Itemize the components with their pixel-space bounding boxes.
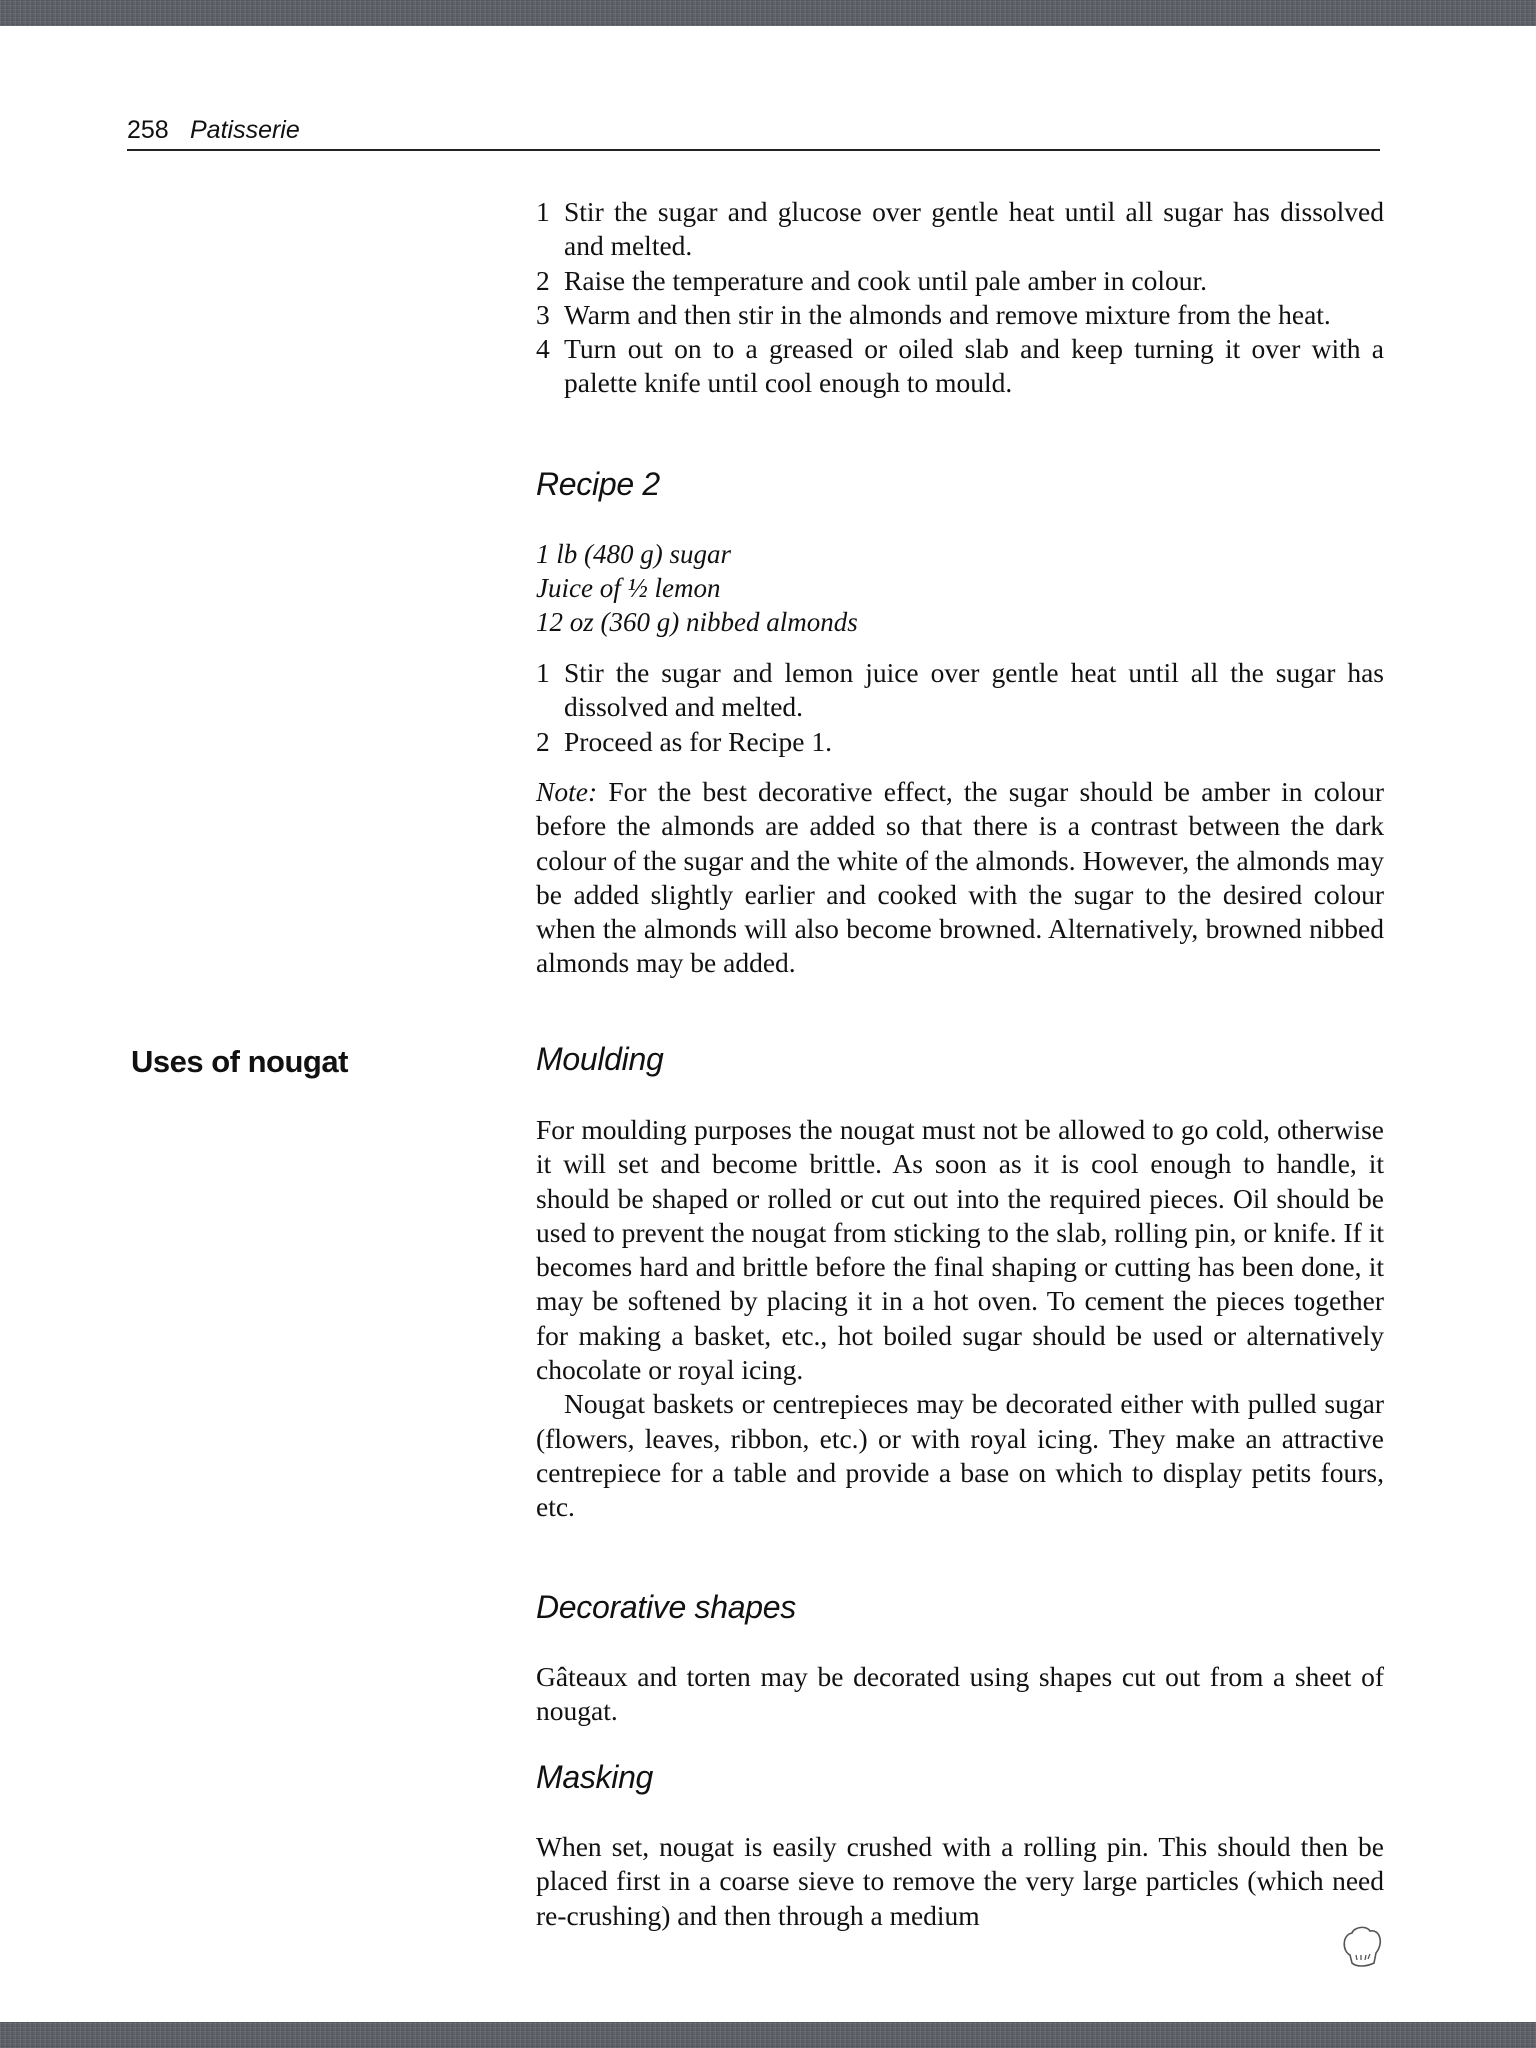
list-item: 1 Stir the sugar and lemon juice over gentle heat until all the sugar has dissolved and melted. (536, 657, 1384, 723)
paragraph: For moulding purposes the nougat must not be allowed to go cold, otherwise it will set and become brittle. As soon as it is cool enough to handle, it should be shaped or rolled or cut out into the required pieces. Oil should be used to prevent the nougat from sticking to the slab, rolling pin, or knife. If it becomes hard and brittle before the final shaping or cutting has been done, it may be softened by placing it in a hot oven. To cement the pieces together for making a basket, etc., hot boiled sugar should be used or alternatively chocolate or royal icing. (536, 1114, 1384, 1386)
running-header (127, 116, 300, 145)
decorative-shapes-heading: Decorative shapes (536, 1589, 796, 1625)
note-text: For the best decorative effect, the sugar should be amber in colour before the almonds are added so that there is a contrast between the dark colour of the sugar and the white of the almonds. However, the almonds may be added slightly earlier and cooked with the sugar to the desired colour when the almonds will also become browned. Alternatively, browned nibbed almonds may be added. (536, 776, 1384, 979)
reader-bottom-bar (0, 2022, 1536, 2048)
list-item: 2 Raise the temperature and cook until pale amber in colour. (536, 264, 1207, 296)
moulding-heading: Moulding (536, 1041, 664, 1077)
recipe2-note (536, 775, 1384, 981)
paragraph: Gâteaux and torten may be decorated using shapes cut out from a sheet of nougat. (536, 1661, 1384, 1727)
decorative-shapes-body (536, 1660, 1384, 1729)
list-item: 2 Proceed as for Recipe 1. (536, 725, 833, 757)
section-heading: Uses of nougat (131, 1044, 348, 1079)
recipe2-method (536, 656, 1384, 759)
ingredient: 12 oz (360 g) nibbed almonds (536, 607, 858, 637)
ingredient: Juice of ½ lemon (536, 573, 721, 603)
note-label: Note: (536, 776, 598, 807)
recipe2-heading: Recipe 2 (536, 466, 660, 502)
recipe2-ingredients (536, 537, 858, 639)
paragraph: When set, nougat is easily crushed with a rolling pin. This should then be placed first in a coarse sieve to remove the very large particles (which need re-crushing) and then through a medium (536, 1831, 1384, 1931)
masking-heading: Masking (536, 1759, 654, 1795)
paragraph: Nougat baskets or centrepieces may be decorated either with pulled sugar (flowers, leaves, ribbon, etc.) or with royal icing. They make an attractive centrepiece for a table and provide a base on which to display petits fours, etc. (536, 1388, 1384, 1523)
list-item: 1 Stir the sugar and glucose over gentle heat until all sugar has dissolved and melted. (536, 196, 1384, 262)
ingredient: 1 lb (480 g) sugar (536, 539, 731, 569)
page-number: 258 (127, 116, 169, 144)
moulding-body (536, 1113, 1384, 1525)
list-item: 3 Warm and then stir in the almonds and remove mixture from the heat. (536, 298, 1331, 330)
list-item: 4 Turn out on to a greased or oiled slab and keep turning it over with a palette knife until cool enough to mould. (536, 333, 1384, 399)
recipe1-method (536, 195, 1384, 401)
running-title: Patisserie (190, 116, 300, 144)
header-rule (127, 149, 1380, 151)
masking-body (536, 1830, 1384, 1933)
reader-top-bar (0, 0, 1536, 26)
chef-hat-icon[interactable] (1340, 1925, 1384, 1969)
